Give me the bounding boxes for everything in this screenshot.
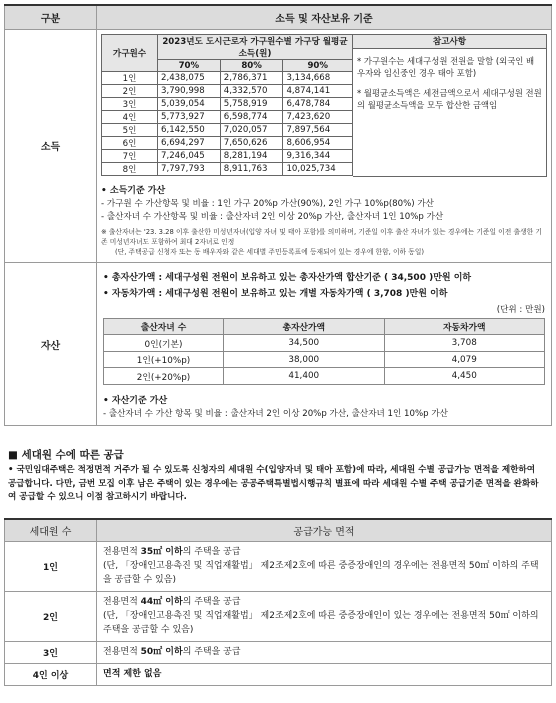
table-row [102, 111, 353, 124]
area-limit: 44㎡ 이하 [140, 596, 183, 607]
household-count-cell: 2인 [5, 591, 97, 641]
household-cell: 8인 [102, 163, 158, 176]
asset-category: 자산 [5, 262, 97, 425]
value-80-cell: 8,281,194 [220, 150, 283, 163]
value-90-cell: 3,134,668 [283, 72, 353, 85]
table-row [102, 124, 353, 137]
car-value-cell: 3,708 [384, 335, 545, 352]
area-text-prefix: 전용면적 [103, 546, 141, 557]
area-description-cell [97, 591, 552, 641]
table-row [5, 591, 552, 641]
area-description-cell [97, 641, 552, 663]
area-header-count: 세대원 수 [5, 519, 97, 541]
household-cell: 2인 [102, 85, 158, 98]
income-add-line-2: - 출산자녀 수 가산항목 및 비율 : 출산자녀 2인 이상 20%p 가산, 출산자녀 1인 10%p 가산 [101, 212, 444, 222]
table-row [5, 541, 552, 591]
total-asset-cell: 34,500 [224, 335, 385, 352]
pct-90-header: 90% [283, 60, 353, 72]
table-row [102, 85, 353, 98]
household-cell: 5인 [102, 124, 158, 137]
criteria-table [4, 4, 552, 426]
note-household: * 가구원수는 세대구성원 전원을 말함 (외국인 배우자와 임신중인 경우 태아 포함) [357, 55, 535, 78]
criteria-section [4, 4, 552, 426]
value-70-cell: 5,039,054 [158, 98, 221, 111]
household-cell: 3인 [102, 98, 158, 111]
value-80-cell: 5,758,919 [220, 98, 283, 111]
table-row [104, 351, 545, 368]
income-cell [97, 29, 552, 262]
value-90-cell: 7,897,564 [283, 124, 353, 137]
pct-70-header: 70% [158, 60, 221, 72]
table-row [5, 663, 552, 685]
table-row [102, 98, 353, 111]
asset-table [103, 318, 545, 385]
income-add-line-1: - 가구원 수 가산항목 및 비율 : 1인 가구 20%p 가산(90%), 2인 가구 10%p(80%) 가산 [101, 198, 434, 209]
household-count-cell: 3인 [5, 641, 97, 663]
area-exception-note: (단, 「장애인고용촉진 및 직업재활법」 제2조제2호에 따른 중증장애인이 있는 경우에는 전용면적 50㎡ 이하의 주택을 공급할 수 있음) [103, 611, 539, 636]
value-80-cell: 4,332,570 [220, 85, 283, 98]
kids-cell: 0인(기본) [104, 335, 224, 352]
value-70-cell: 7,797,793 [158, 163, 221, 176]
value-90-cell: 6,478,784 [283, 98, 353, 111]
value-80-cell: 8,911,763 [220, 163, 283, 176]
asset-add-title: • 자산기준 가산 [103, 395, 168, 406]
income-layout [101, 34, 547, 177]
area-text-suffix: 의 주택을 공급 [182, 647, 241, 658]
value-90-cell: 7,423,620 [283, 111, 353, 124]
note-income: * 월평균소득액은 세전금액으로서 세대구성원 전원의 월평균소득액을 모두 합산한 금액임 [357, 87, 542, 111]
table-row [102, 163, 353, 176]
asset-unit: (단위 : 만원) [496, 304, 545, 315]
total-asset-cell: 41,400 [224, 368, 385, 385]
income-table [101, 34, 353, 176]
asset-header-kids: 출산자녀 수 [104, 318, 224, 335]
value-70-cell: 6,694,297 [158, 137, 221, 150]
asset-header-car: 자동차가액 [384, 318, 545, 335]
household-cell: 1인 [102, 72, 158, 85]
table-row [104, 335, 545, 352]
value-80-cell: 6,598,774 [220, 111, 283, 124]
area-text-prefix: 전용면적 [103, 647, 141, 658]
area-description-cell [97, 541, 552, 591]
area-description-cell [97, 663, 552, 685]
car-value-cell: 4,079 [384, 351, 545, 368]
asset-total-line: • 총자산가액 : 세대구성원 전원이 보유하고 있는 총자산가액 합산기준 ( 34,500 )만원 이하 [103, 272, 472, 283]
area-text-prefix: 전용면적 [103, 596, 141, 607]
household-cell: 4인 [102, 111, 158, 124]
area-header-area: 공급가능 면적 [97, 519, 552, 541]
area-table [4, 518, 552, 686]
section-paragraph: • 국민임대주택은 적정면적 거주가 될 수 있도록 신청자의 세대원 수(입양자녀 및 태아 포함)에 따라, 세대원 수별 공급가능 면적을 제한하여 공급합니다. 다만, 금번 모집 이후 남은 주택이 있는 경우에는 공공주택특별법시행규칙 별표에 따라 세대원 수별 주택 공급기준 면적을 완화하여 공급할 수 있으니 이점 참고하시기 바랍니다. [8, 465, 539, 503]
area-exception-note: (단, 「장애인고용촉진 및 직업재활법」 제2조제2호에 따른 중증장애인의 경우에는 전용면적 50㎡ 이하의 주택을 공급할 수 있음) [103, 560, 539, 586]
household-cell: 6인 [102, 137, 158, 150]
pct-80-header: 80% [220, 60, 283, 72]
kids-cell: 1인(+10%p) [104, 351, 224, 368]
income-add-title: • 소득기준 가산 [101, 185, 166, 196]
total-asset-cell: 38,000 [224, 351, 385, 368]
asset-add-line: - 출산자녀 수 가산 항목 및 비율 : 출산자녀 2인 이상 20%p 가산, 출산자녀 1인 10%p 가산 [103, 408, 448, 419]
table-row [102, 150, 353, 163]
header-criteria: 소득 및 자산보유 기준 [97, 5, 552, 29]
value-70-cell: 7,246,045 [158, 150, 221, 163]
area-limit: 면적 제한 없음 [103, 669, 162, 680]
value-70-cell: 3,790,998 [158, 85, 221, 98]
value-80-cell: 2,786,371 [220, 72, 283, 85]
asset-car-line: • 자동차가액 : 세대구성원 전원이 보유하고 있는 개별 자동차가액 ( 3,708 )만원 이하 [103, 288, 448, 299]
value-70-cell: 2,438,075 [158, 72, 221, 85]
value-80-cell: 7,650,626 [220, 137, 283, 150]
car-value-cell: 4,450 [384, 368, 545, 385]
section-title: ■ 세대원 수에 따른 공급 [8, 449, 124, 461]
asset-cell [97, 262, 552, 425]
income-category: 소득 [5, 29, 97, 262]
value-70-cell: 6,142,550 [158, 124, 221, 137]
kids-cell: 2인(+20%p) [104, 368, 224, 385]
value-70-cell: 5,773,927 [158, 111, 221, 124]
area-text-suffix: 의 주택을 공급 [182, 546, 241, 557]
table-row [102, 137, 353, 150]
area-limit: 50㎡ 이하 [140, 647, 183, 658]
household-cell: 7인 [102, 150, 158, 163]
value-90-cell: 9,316,344 [283, 150, 353, 163]
value-80-cell: 7,020,057 [220, 124, 283, 137]
income-footnote: ※ 출산자녀는 '23. 3.28 이후 출산한 미성년자녀(입양 자녀 및 태아 포함)를 의미하며, 기준일 이후 출산 자녀가 있는 경우에는 기준일 이전 출생한 기존 미성년자녀도 포함하여 최대 2자녀로 인정 [101, 228, 542, 247]
value-90-cell: 10,025,734 [283, 163, 353, 176]
household-count-cell: 4인 이상 [5, 663, 97, 685]
table-row [5, 641, 552, 663]
table-row [102, 72, 353, 85]
income-table-title: 2023년도 도시근로자 가구원수별 가구당 월평균 소득(원) [158, 35, 353, 60]
note-header: 참고사항 [353, 35, 546, 49]
area-text-suffix: 의 주택을 공급 [182, 596, 241, 607]
income-footnote-2: (단, 주택공급 신청자 또는 동 배우자와 같은 세대별 주민등록표에 등재되어 있는 경우에 한함, 이하 동일) [115, 248, 425, 256]
asset-header-total: 총자산가액 [224, 318, 385, 335]
household-count-cell: 1인 [5, 541, 97, 591]
value-90-cell: 4,874,141 [283, 85, 353, 98]
area-limit: 35㎡ 이하 [140, 546, 183, 557]
table-row [104, 368, 545, 385]
header-category: 구분 [5, 5, 97, 29]
value-90-cell: 8,606,954 [283, 137, 353, 150]
household-header: 가구원수 [102, 35, 158, 72]
